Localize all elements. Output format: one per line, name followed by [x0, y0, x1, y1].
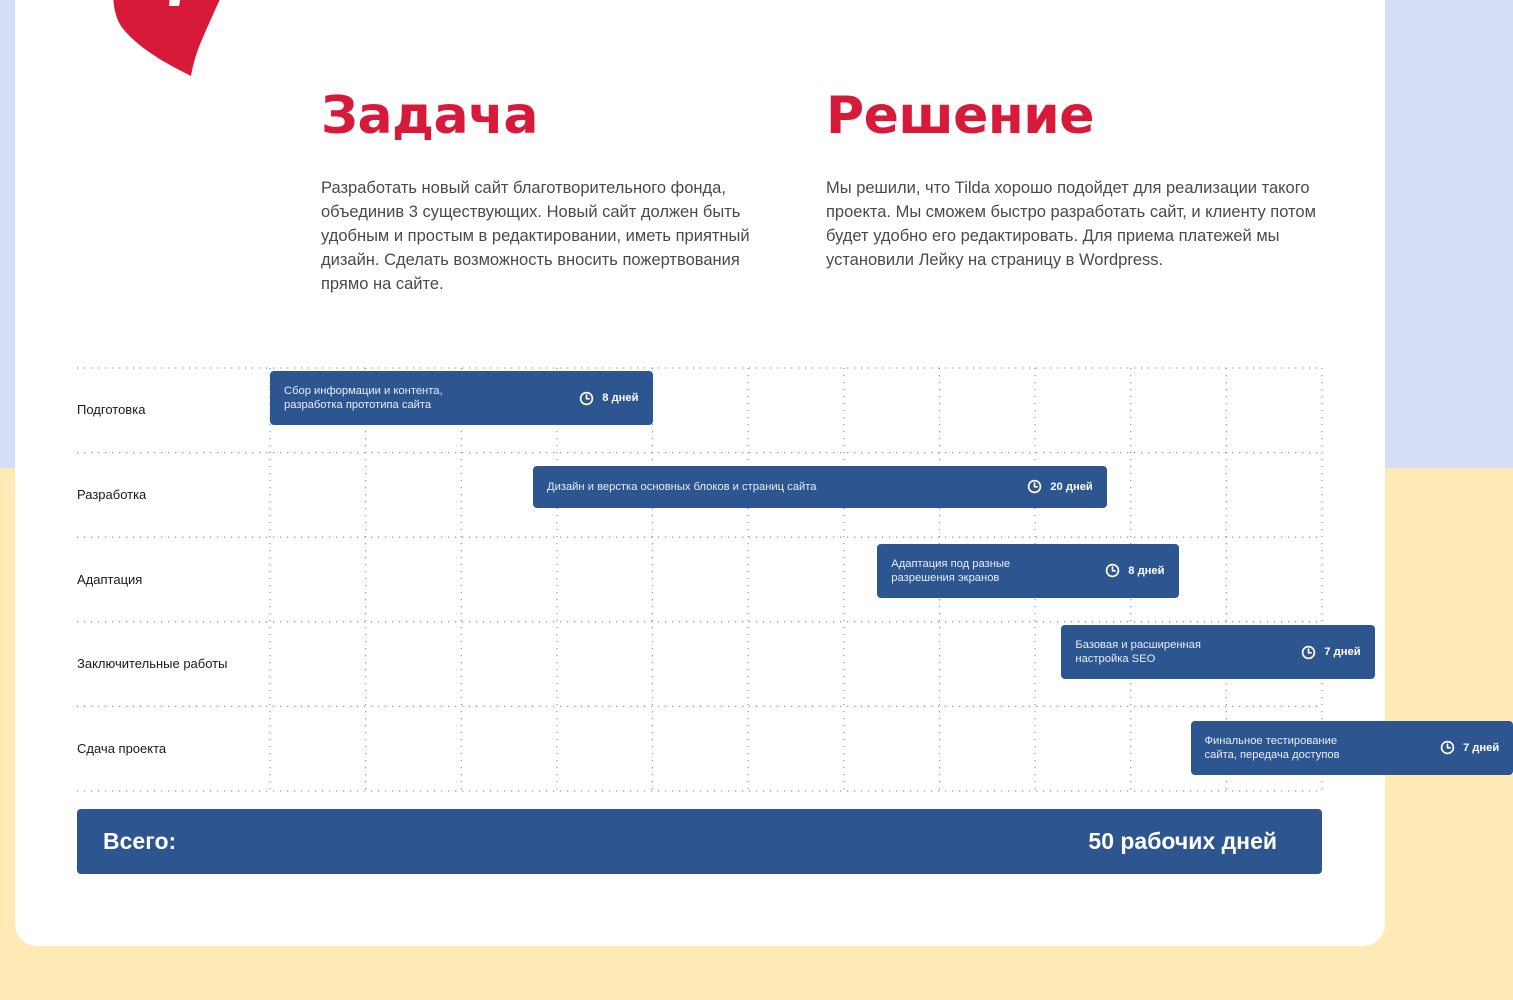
- clock-icon: [1440, 740, 1455, 755]
- task-label: Финальное тестирование сайта, передача доступов: [1204, 734, 1340, 761]
- timeline-bar: [1061, 625, 1374, 679]
- timeline-bar: [877, 544, 1178, 598]
- phase-label: Сдача проекта: [77, 740, 167, 756]
- phase-label: Заключительные работы: [77, 656, 228, 672]
- total-value: 50 рабочих дней: [1088, 828, 1277, 854]
- clock-icon: [579, 391, 594, 406]
- duration: [1440, 740, 1499, 755]
- solution-description: Мы решили, что Tilda хорошо подойдет для реализации такого проекта. Мы сможем быстро разработать сайт, и клиенту потом будет удобно его редактировать. Для приема платежей мы установили Лейку на страницу в Wordpress.: [826, 179, 1316, 269]
- duration: [579, 391, 638, 406]
- timeline-bar: [533, 466, 1107, 508]
- duration: [1027, 479, 1093, 494]
- clock-icon: [1301, 645, 1316, 660]
- task-title: Задача: [321, 86, 538, 146]
- timeline-bar: [270, 371, 653, 425]
- phase-label: Разработка: [77, 486, 147, 502]
- task-label: Сбор информации и контента, разработка прототипа сайта: [284, 385, 443, 412]
- clock-icon: [1105, 563, 1120, 578]
- task-label: Дизайн и верстка основных блоков и страниц сайта: [547, 480, 817, 493]
- duration-text: 20 дней: [1050, 480, 1093, 493]
- task-label: Адаптация под разные разрешения экранов: [891, 557, 1011, 584]
- duration-text: 8 дней: [602, 392, 639, 405]
- task-description: Разработать новый сайт благотворительного фонда, объединив 3 существующих. Новый сайт должен быть удобным и простым в редактировании, иметь приятный дизайн. Сделать возможность вносить пожертвования прямо на сайте.: [321, 179, 750, 293]
- phase-label: Адаптация: [77, 571, 143, 587]
- timeline-bar: [1191, 721, 1513, 775]
- duration-text: 7 дней: [1324, 646, 1361, 659]
- content-card: [15, 0, 1500, 946]
- clock-icon: [1027, 479, 1042, 494]
- duration-text: 8 дней: [1128, 564, 1165, 577]
- total-bar: [77, 809, 1322, 874]
- phase-label: Подготовка: [77, 402, 146, 418]
- solution-title: Решение: [826, 86, 1095, 146]
- duration-text: 7 дней: [1462, 741, 1500, 754]
- task-label: Базовая и расширенная настройка SEO: [1075, 639, 1201, 666]
- duration: [1105, 563, 1164, 578]
- duration: [1301, 645, 1360, 660]
- total-label: Всего:: [103, 828, 177, 854]
